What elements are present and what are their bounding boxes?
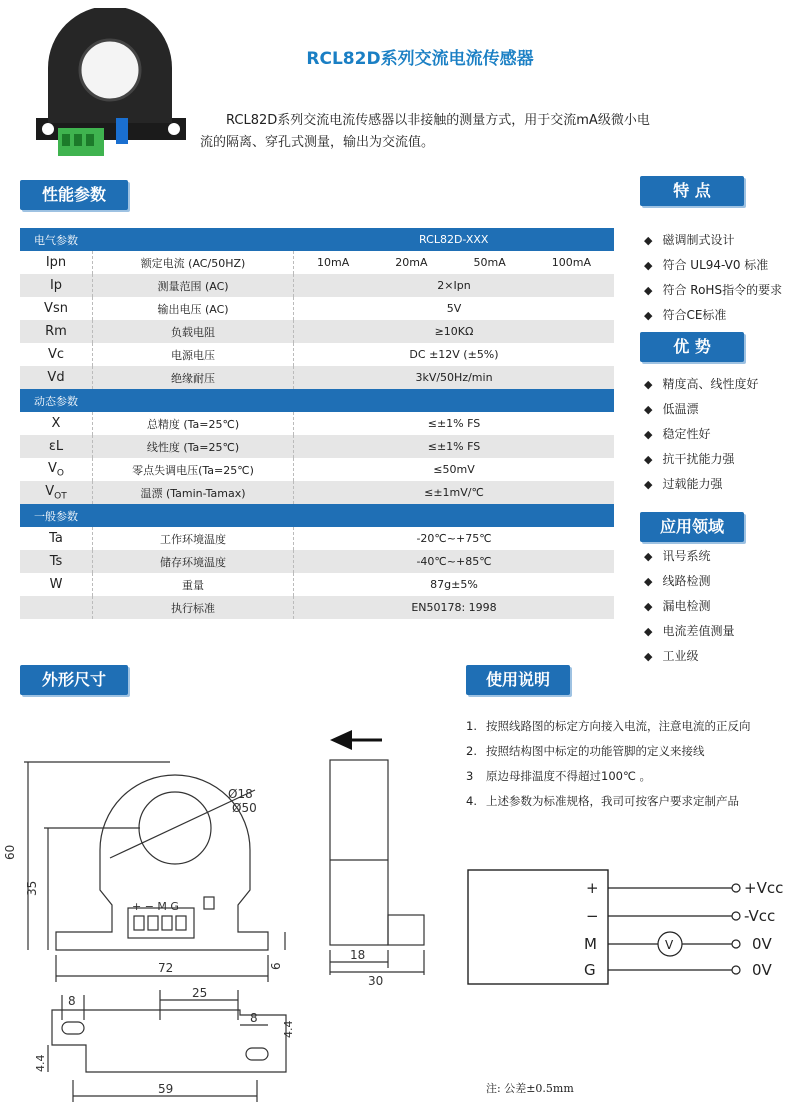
param-name: 温漂 (Tamin-Tamax)	[93, 481, 294, 504]
param-name: 工作环境温度	[93, 527, 294, 550]
advantages-list	[644, 372, 758, 497]
param-value: 2×Ipn	[294, 274, 615, 297]
param-name: 绝缘耐压	[93, 366, 294, 389]
table-row	[20, 320, 614, 343]
table-row	[20, 573, 614, 596]
usage-item	[466, 714, 796, 739]
terminal-label: -Vcc	[744, 907, 776, 925]
features-list	[644, 228, 782, 328]
group-label: 电气参数	[20, 228, 294, 251]
section-usage: 使用说明	[466, 665, 570, 695]
param-name: 负载电阻	[93, 320, 294, 343]
amp-option: 100mA	[551, 256, 591, 269]
table-row	[20, 481, 614, 504]
group-label: 动态参数	[20, 389, 614, 412]
dim-label: 30	[368, 974, 384, 988]
param-name: 储存环境温度	[93, 550, 294, 573]
param-value	[294, 251, 615, 274]
dim-label: 18	[350, 948, 366, 962]
param-value: 3kV/50Hz/min	[294, 366, 615, 389]
applications-list	[644, 544, 734, 669]
param-value: -40℃~+85℃	[294, 550, 615, 573]
pin-label: −	[586, 907, 599, 925]
usage-item	[466, 739, 796, 764]
section-performance: 性能参数	[20, 180, 128, 210]
param-name: 总精度 (Ta=25℃)	[93, 412, 294, 435]
amp-option: 50mA	[473, 256, 506, 269]
param-name: 执行标准	[93, 596, 294, 619]
section-applications: 应用领域	[640, 512, 744, 542]
amp-option: 10mA	[317, 256, 350, 269]
list-item: ◆ 抗干扰能力强	[644, 447, 758, 472]
table-row	[20, 297, 614, 320]
terminal-label: 0V	[752, 961, 772, 979]
dim-label: 8	[250, 1011, 258, 1025]
list-item: ◆ 符合CE标准	[644, 303, 782, 328]
group-row-dynamic	[20, 389, 614, 412]
dim-label: 72	[158, 961, 174, 975]
list-item: ◆ 漏电检测	[644, 594, 734, 619]
param-value: EN50178: 1998	[294, 596, 615, 619]
dim-label: 4.4	[282, 1020, 295, 1038]
param-symbol: Ip	[20, 274, 93, 297]
symbol-main: V	[48, 460, 57, 476]
dim-label: 8	[68, 994, 76, 1008]
param-symbol: Vd	[20, 366, 93, 389]
usage-number: 4.	[466, 794, 477, 808]
list-item: ◆ 稳定性好	[644, 422, 758, 447]
usage-text: 按照线路图的标定方向接入电流，注意电流的正反向	[486, 719, 751, 733]
param-symbol: Ipn	[20, 251, 93, 274]
list-item: ◆ 过载能力强	[644, 472, 758, 497]
pin-label: +	[586, 879, 599, 897]
param-symbol: Ts	[20, 550, 93, 573]
section-dimensions: 外形尺寸	[20, 665, 128, 695]
dim-label: Ø50	[232, 801, 257, 815]
wiring-diagram	[462, 860, 792, 990]
list-item: ◆ 工业级	[644, 644, 734, 669]
usage-number: 3	[466, 769, 474, 783]
list-item: ◆ 符合 RoHS指令的要求	[644, 278, 782, 303]
usage-number: 2.	[466, 744, 477, 758]
usage-number: 1.	[466, 719, 477, 733]
meter-label: V	[665, 938, 674, 952]
usage-text: 上述参数为标准规格，我司可按客户要求定制产品	[486, 794, 739, 808]
param-symbol: Vc	[20, 343, 93, 366]
param-symbol: X	[20, 412, 93, 435]
spec-table	[20, 228, 614, 619]
param-name: 重量	[93, 573, 294, 596]
param-value: -20℃~+75℃	[294, 527, 615, 550]
usage-list	[466, 714, 796, 814]
param-name: 线性度 (Ta=25℃)	[93, 435, 294, 458]
usage-item	[466, 789, 796, 814]
table-row	[20, 527, 614, 550]
table-row	[20, 343, 614, 366]
pin-label: M	[584, 935, 597, 953]
tolerance-note: 注: 公差±0.5mm	[486, 1082, 574, 1095]
table-row	[20, 435, 614, 458]
product-photo	[30, 8, 190, 168]
usage-text: 原边母排温度不得超过100℃ 。	[486, 769, 652, 783]
table-row	[20, 550, 614, 573]
param-value: 5V	[294, 297, 615, 320]
param-name: 测量范围 (AC)	[93, 274, 294, 297]
param-symbol: εL	[20, 435, 93, 458]
table-row	[20, 596, 614, 619]
table-row	[20, 366, 614, 389]
table-row	[20, 412, 614, 435]
list-item: ◆ 低温漂	[644, 397, 758, 422]
pin-labels: + − M G	[132, 900, 179, 913]
dim-label: 6	[269, 962, 283, 970]
param-value: ≤±1mV/℃	[294, 481, 615, 504]
list-item: ◆ 符合 UL94-V0 标准	[644, 253, 782, 278]
param-value: DC ±12V (±5%)	[294, 343, 615, 366]
param-value: ≥10KΩ	[294, 320, 615, 343]
symbol-sub: OT	[54, 491, 67, 502]
param-value: ≤±1% FS	[294, 412, 615, 435]
dim-label: 60	[3, 844, 17, 860]
dim-label: Ø18	[228, 787, 253, 801]
dim-label: 35	[25, 880, 39, 896]
param-symbol: Ta	[20, 527, 93, 550]
terminal-label: 0V	[752, 935, 772, 953]
symbol-main: V	[45, 483, 55, 499]
param-symbol	[20, 481, 93, 504]
param-name: 零点失调电压(Ta=25℃)	[93, 458, 294, 481]
list-item: ◆ 线路检测	[644, 569, 734, 594]
list-item: ◆ 电流差值测量	[644, 619, 734, 644]
list-item: ◆ 精度高、线性度好	[644, 372, 758, 397]
terminal-label: +Vcc	[744, 879, 784, 897]
param-value: ≤±1% FS	[294, 435, 615, 458]
table-row	[20, 251, 614, 274]
group-row-electrical	[20, 228, 614, 251]
group-label: 一般参数	[20, 504, 614, 527]
list-item: ◆ 讯号系统	[644, 544, 734, 569]
param-symbol	[20, 596, 93, 619]
table-row	[20, 458, 614, 481]
param-symbol: Vsn	[20, 297, 93, 320]
param-symbol: Rm	[20, 320, 93, 343]
param-value: 87g±5%	[294, 573, 615, 596]
param-name: 额定电流 (AC/50HZ)	[93, 251, 294, 274]
param-value: ≤50mV	[294, 458, 615, 481]
amp-option: 20mA	[395, 256, 428, 269]
dim-label: 4.4	[34, 1054, 47, 1072]
dim-label: 59	[158, 1082, 174, 1096]
list-item: ◆ 磁调制式设计	[644, 228, 782, 253]
param-name: 输出电压 (AC)	[93, 297, 294, 320]
pin-label: G	[584, 961, 596, 979]
usage-text: 按照结构图中标定的功能管脚的定义来接线	[486, 744, 705, 758]
param-name: 电源电压	[93, 343, 294, 366]
intro-text: RCL82D系列交流电流传感器以非接触的测量方式，用于交流mA级微小电流的隔离、穿孔式测量，输出为交流值。	[200, 113, 650, 150]
page-title: RCL82D系列交流电流传感器	[306, 49, 534, 69]
param-symbol: W	[20, 573, 93, 596]
table-row	[20, 274, 614, 297]
dim-label: 25	[192, 986, 208, 1000]
usage-item	[466, 764, 796, 789]
param-symbol	[20, 458, 93, 481]
group-row-general	[20, 504, 614, 527]
model-label: RCL82D-XXX	[294, 228, 615, 251]
dimension-drawing	[0, 700, 440, 1110]
symbol-sub: O	[56, 468, 64, 479]
section-features: 特 点	[640, 176, 744, 206]
section-advantages: 优 势	[640, 332, 744, 362]
